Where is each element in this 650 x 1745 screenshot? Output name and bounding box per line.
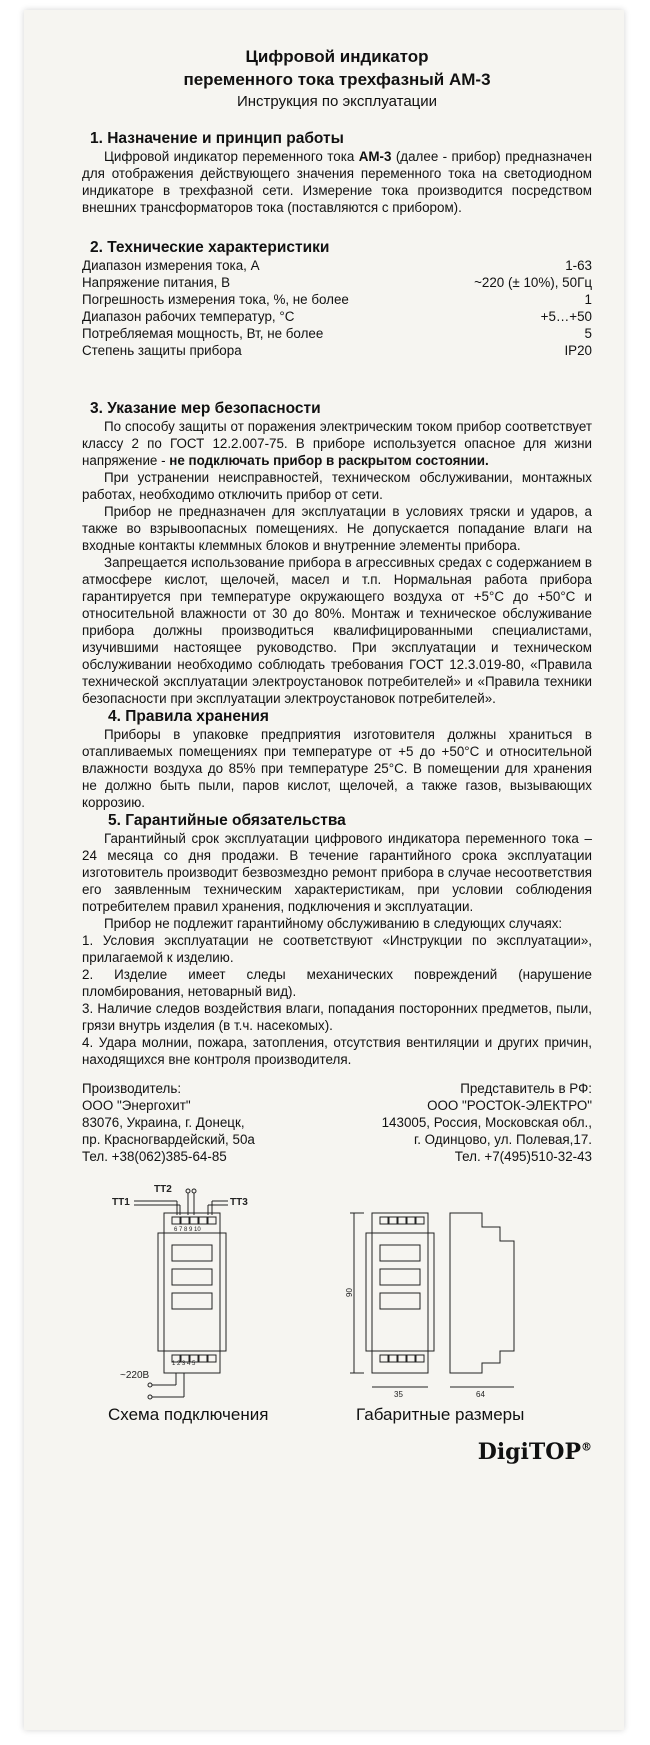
- section-safety: [82, 399, 592, 707]
- spec-value: 1-63: [565, 258, 592, 273]
- instruction-sheet: [24, 10, 624, 1730]
- caption-connection: Схема подключения: [108, 1405, 269, 1424]
- contact-line: Производитель:: [82, 1081, 182, 1096]
- spec-row: [82, 342, 592, 359]
- section-heading: 2. Технические характеристики: [90, 239, 330, 256]
- warranty-paragraph-2: Прибор не подлежит гарантийному обслуживанию в следующих случаях:: [104, 916, 563, 931]
- spec-value: IP20: [564, 343, 592, 358]
- contact-line: Тел. +7(495)510-32-43: [454, 1149, 592, 1164]
- document-content: [82, 45, 592, 1465]
- safety-paragraph-4: Запрещается использование прибора в агрессивных средах с содержанием в атмосфере кислот, щелочей, масел и т.п. Нормальная работа прибора гарантируется при температуре окружающего воздуха от +5°С до +50°С и относительной влажности от 30 до 80%. Монтаж и техническое обслуживание прибора должны производиться квалифицированными специалистами, изучившими настоящее руководство. При эксплуатации и техническом обслуживании необходимо соблюдать требования ГОСТ 12.3.019-80, «Правила технической эксплуатации электроустановок потребителей» и «Правила техники безопасности при эксплуатации электроустановок потребителей».: [82, 555, 592, 706]
- supply-label: ~220В: [120, 1370, 150, 1381]
- model-name: АМ-3: [358, 149, 392, 164]
- section-heading: 3. Указание мер безопасности: [90, 400, 321, 417]
- connection-scheme: [112, 1184, 248, 1399]
- section-heading: 5. Гарантийные обязательства: [108, 812, 346, 829]
- registered-mark: ®: [581, 1440, 592, 1454]
- spec-label: Диапазон рабочих температур, °С: [82, 309, 295, 324]
- diagrams: [82, 1175, 592, 1405]
- terminal-top-label: 6 7 8 9 10: [174, 1227, 201, 1233]
- spec-row: [82, 325, 592, 342]
- spec-label: Потребляемая мощность, Вт, не более: [82, 326, 324, 341]
- spec-row: [82, 257, 592, 274]
- captions-row: [82, 1405, 592, 1465]
- warranty-paragraph-1: Гарантийный срок эксплуатации цифрового индикатора переменного тока – 24 месяца со дня продажи. В течение гарантийного срока эксплуатации изготовитель производит безвозмездно ремонт прибора в случае несоответствия его заявленным техническим характеристикам, при условии соблюдения потребителем правил хранения, подключения и эксплуатации.: [82, 831, 592, 914]
- spec-label: Диапазон измерения тока, А: [82, 258, 260, 273]
- tt3-label: TT3: [230, 1197, 248, 1208]
- contacts: [82, 1080, 592, 1165]
- section-heading: 4. Правила хранения: [108, 708, 269, 725]
- spec-list: [82, 257, 592, 359]
- spec-row: [82, 308, 592, 325]
- contact-line: 143005, Россия, Московская обл.,: [381, 1115, 592, 1130]
- manufacturer-block: [82, 1080, 255, 1165]
- spec-value: 1: [584, 292, 592, 307]
- text-part: Цифровой индикатор переменного тока: [104, 149, 359, 164]
- warranty-item: 2. Изделие имеет следы механических повреждений (нарушение пломбирования, нетоварный вид).: [82, 967, 592, 999]
- contact-line: 83076, Украина, г. Донецк,: [82, 1115, 245, 1130]
- warranty-item: 4. Удара молнии, пожара, затопления, отсутствия вентиляции и других причин, находящихся вне контроля производителя.: [82, 1035, 592, 1067]
- title-line-2: переменного тока трехфазный АМ-3: [183, 70, 491, 89]
- caption-dimensions: Габаритные размеры: [356, 1405, 525, 1424]
- terminal-block-top: [172, 1217, 216, 1224]
- representative-block: [382, 1080, 592, 1165]
- contact-line: пр. Красногвардейский, 50а: [82, 1132, 255, 1147]
- diagrams-svg: [82, 1175, 592, 1405]
- logo-text: DigiTOP: [477, 1439, 581, 1465]
- tt2-label: TT2: [154, 1184, 172, 1195]
- warranty-exclusions-list: [82, 932, 592, 1068]
- safety-paragraph-2: При устранении неисправностей, техническом обслуживании, монтажных работах, необходимо отключить прибор от сети.: [82, 470, 592, 502]
- spec-value: +5…+50: [540, 309, 592, 324]
- depth-dimension: 64: [476, 1390, 485, 1399]
- spec-label: Степень защиты прибора: [82, 343, 242, 358]
- warning-text: не подключать прибор в раскрытом состоянии.: [169, 453, 489, 468]
- contact-line: г. Одинцово, ул. Полевая,17.: [413, 1132, 592, 1147]
- spec-label: Погрешность измерения тока, %, не более: [82, 292, 349, 307]
- dimensions-drawing: [345, 1213, 514, 1399]
- spec-value: ~220 (± 10%), 50Гц: [474, 275, 592, 290]
- text-part: (далее - прибор) предназначен для отображения действующего значения переменного тока на светодиодном индикаторе в трехфазной сети. Измерение тока производится посредством внешних трансформаторов тока (поставляются с прибором).: [82, 149, 592, 215]
- section-storage: [82, 707, 592, 811]
- section-text: [82, 148, 592, 216]
- section-warranty: [82, 811, 592, 1068]
- brand-logo: [478, 1439, 592, 1465]
- section-purpose: [82, 129, 592, 216]
- safety-paragraph-3: Прибор не предназначен для эксплуатации в условиях тряски и ударов, а также во взрывоопасных помещениях. Не допускается попадание влаги на входные контакты клеммных блоков и внутренние элементы прибора.: [82, 504, 592, 553]
- width-dimension: 35: [394, 1390, 403, 1399]
- section-heading: 1. Назначение и принцип работы: [90, 130, 344, 147]
- text-part: По способу защиты от поражения электрическим током прибор соответствует классу 2 по ГОСТ 12.2.007-75. В приборе используется опасное для жизни напряжение -: [82, 419, 592, 468]
- spec-label: Напряжение питания, В: [82, 275, 231, 290]
- terminal-bottom-label: 1 2 3 4 5: [172, 1361, 196, 1367]
- contact-line: Тел. +38(062)385-64-85: [82, 1149, 227, 1164]
- subtitle: Инструкция по эксплуатации: [236, 93, 438, 110]
- contact-line: ООО "РОСТОК-ЭЛЕКТРО": [427, 1098, 592, 1113]
- safety-paragraph-1: [82, 418, 592, 469]
- contact-line: ООО "Энергохит": [82, 1098, 191, 1113]
- height-dimension: 90: [345, 1288, 354, 1297]
- warranty-item: 3. Наличие следов воздействия влаги, попадания посторонних предметов, пыли, грязи внутрь изделия (в т.ч. насекомых).: [82, 1001, 592, 1033]
- storage-paragraph: Приборы в упаковке предприятия изготовителя должны храниться в отапливаемых помещениях при температуре от +5 до +50°С и относительной влажности воздуха до 85% при температуре 25°С. В помещении для хранения не должно быть пыли, паров кислот, щелочей, а также газов, вызывающих коррозию.: [82, 727, 592, 810]
- title-line-1: Цифровой индикатор: [245, 47, 429, 66]
- section-specs: [82, 238, 592, 359]
- spec-row: [82, 274, 592, 291]
- spec-value: 5: [584, 326, 592, 341]
- contact-line: Представитель в РФ:: [460, 1081, 592, 1096]
- warranty-item: 1. Условия эксплуатации не соответствуют «Инструкции по эксплуатации», прилагаемой к изделию.: [82, 933, 592, 965]
- spec-row: [82, 291, 592, 308]
- tt1-label: TT1: [112, 1197, 130, 1208]
